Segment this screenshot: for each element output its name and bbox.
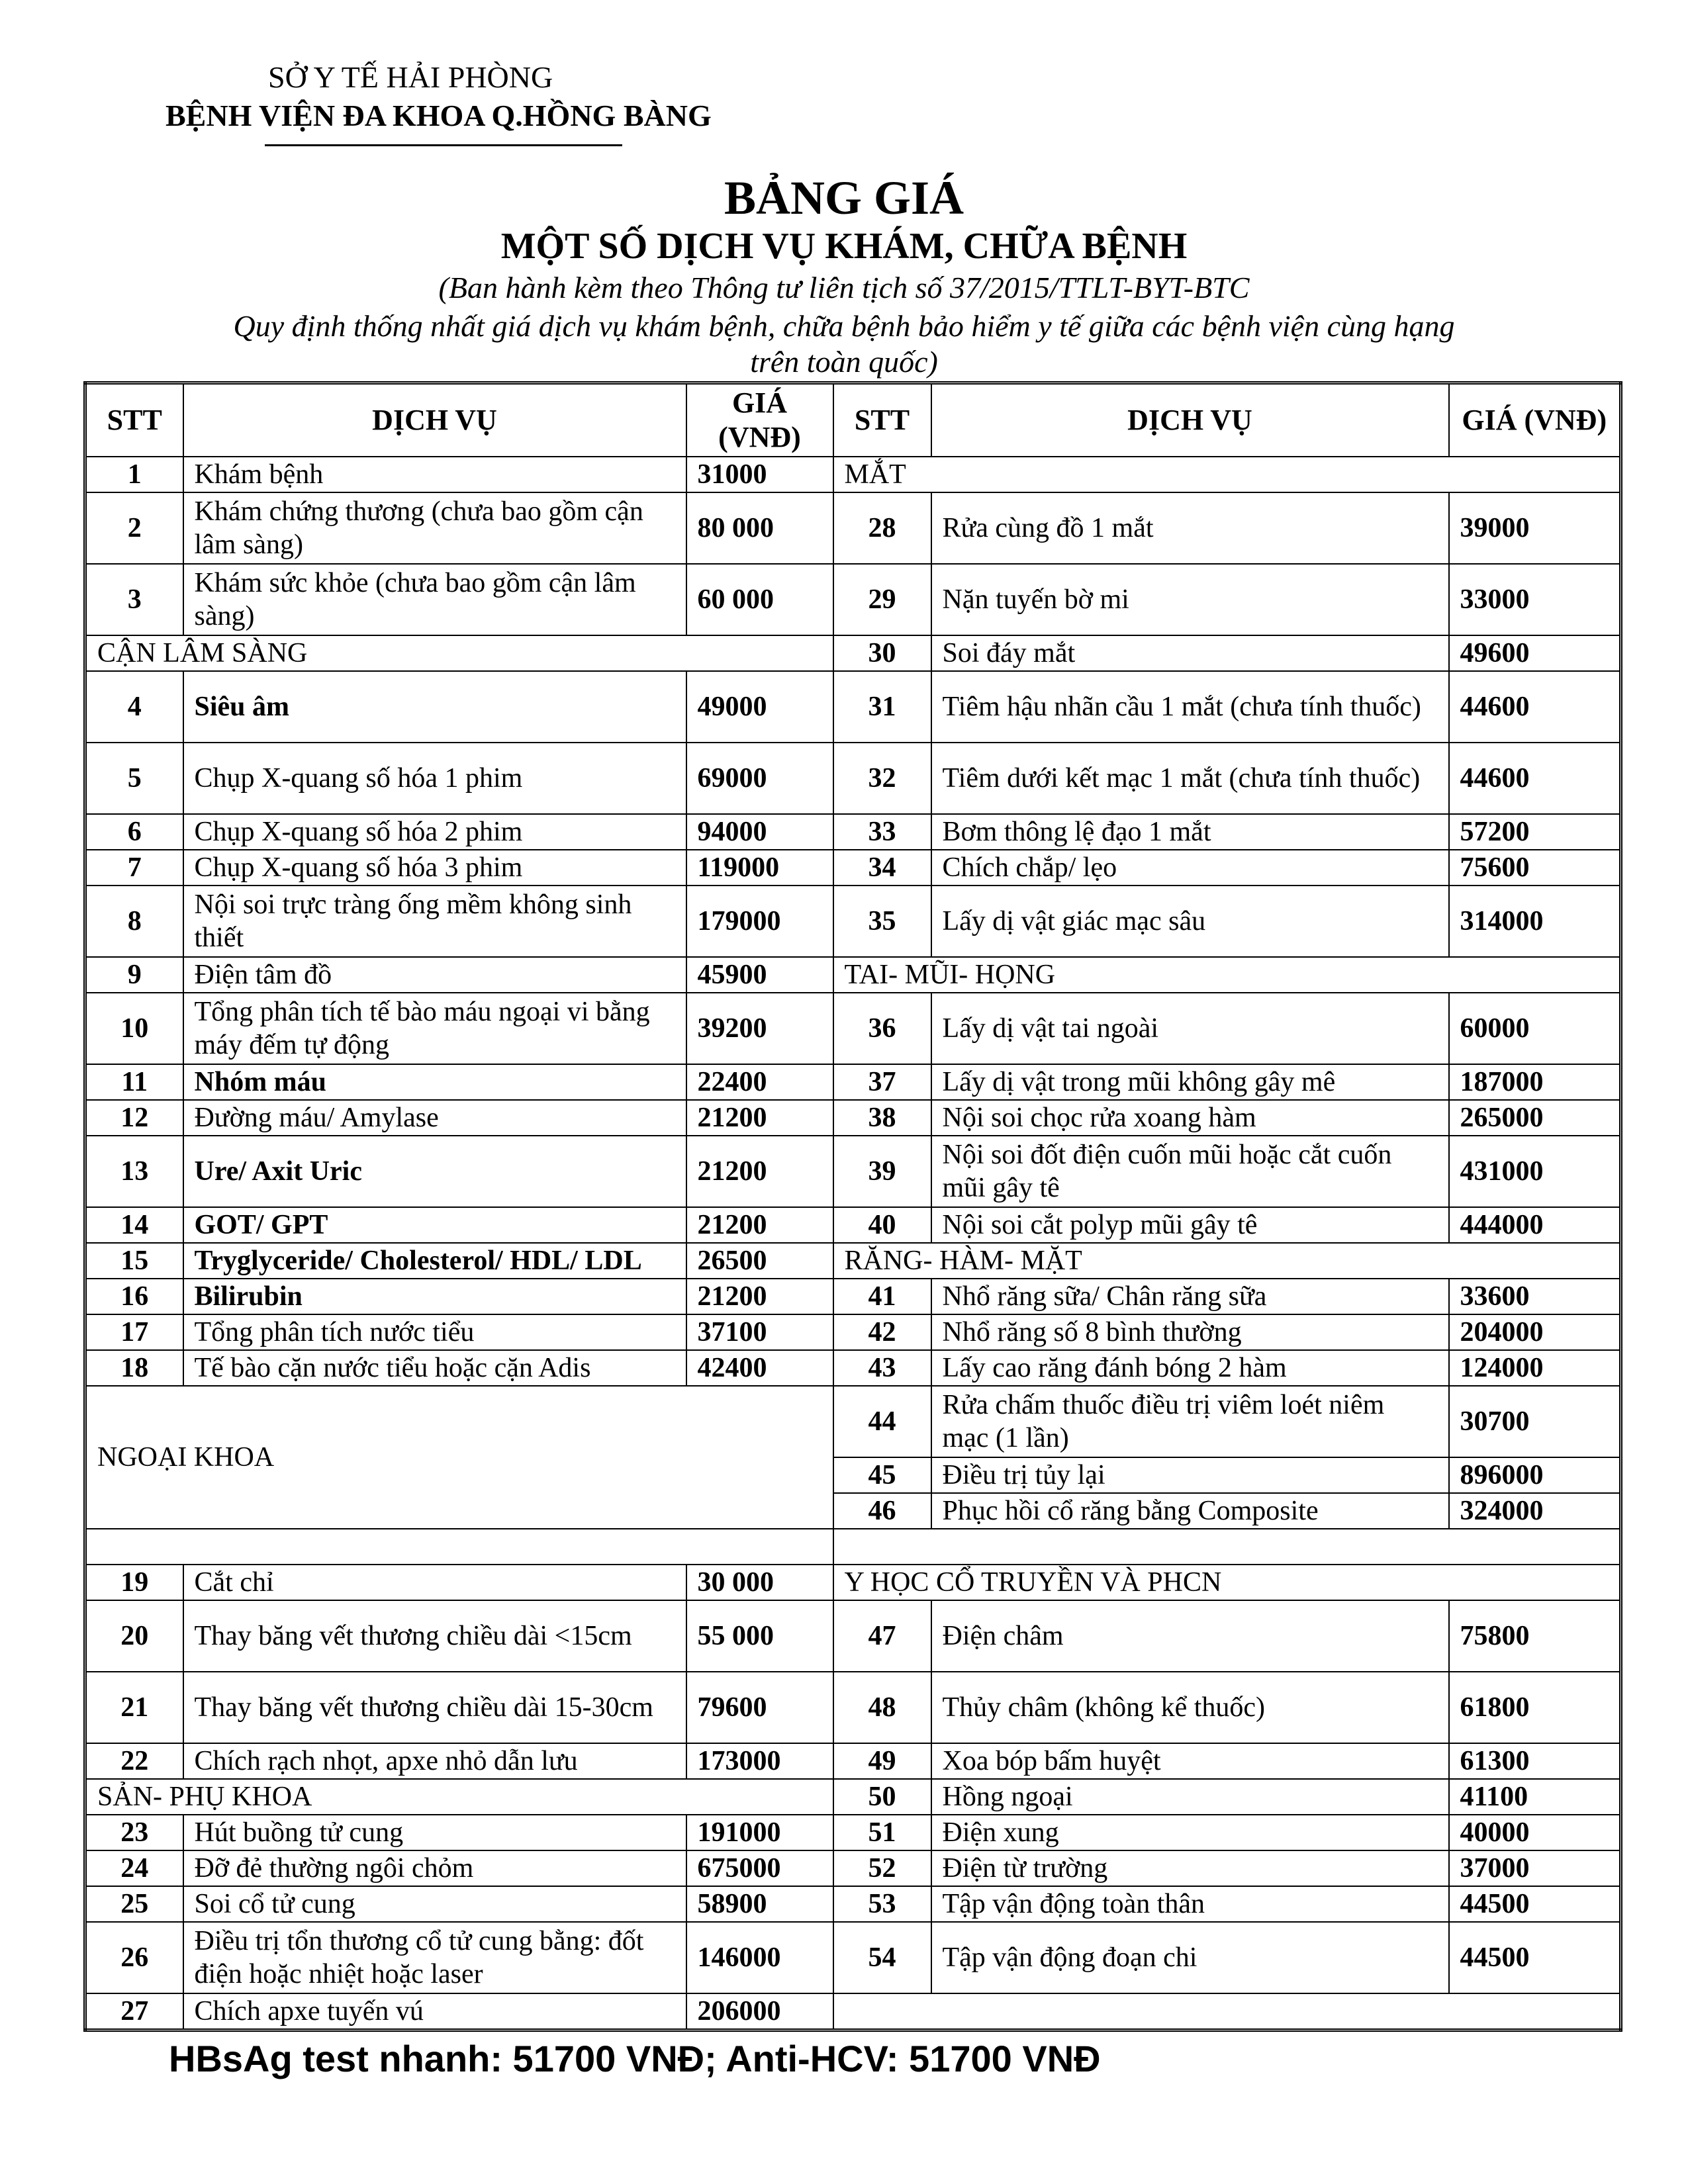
hospital-name: BỆNH VIỆN ĐA KHOA Q.HỒNG BÀNG bbox=[165, 99, 712, 132]
row-price: 69000 bbox=[686, 743, 833, 814]
row-service: Xoa bóp bấm huyệt bbox=[931, 1743, 1449, 1779]
table-row bbox=[85, 1886, 1621, 1922]
row-stt: 3 bbox=[85, 564, 183, 635]
row-stt: 10 bbox=[85, 993, 183, 1064]
row-service: Chích rạch nhọt, apxe nhỏ dẫn lưu bbox=[183, 1743, 686, 1779]
row-price: 45900 bbox=[686, 957, 833, 993]
row-stt: 15 bbox=[85, 1243, 183, 1279]
row-stt: 43 bbox=[833, 1350, 931, 1386]
table-row bbox=[85, 993, 1621, 1064]
row-stt: 37 bbox=[833, 1064, 931, 1100]
row-price: 179000 bbox=[686, 886, 833, 957]
row-service: Điện xung bbox=[931, 1815, 1449, 1850]
row-price: 206000 bbox=[686, 1993, 833, 2030]
row-price: 204000 bbox=[1449, 1314, 1621, 1350]
row-service: Tiêm hậu nhãn cầu 1 mắt (chưa tính thuốc) bbox=[931, 671, 1449, 743]
row-service: Thay băng vết thương chiều dài 15-30cm bbox=[183, 1672, 686, 1743]
row-service: GOT/ GPT bbox=[183, 1207, 686, 1243]
table-row bbox=[85, 1243, 1621, 1279]
footer-test-prices: HBsAg test nhanh: 51700 VNĐ; Anti-HCV: 51700 VNĐ bbox=[169, 2038, 1101, 2079]
row-price: 79600 bbox=[686, 1672, 833, 1743]
row-service: Tổng phân tích tế bào máu ngoại vi bằng máy đếm tự động bbox=[183, 993, 686, 1064]
row-price: 49600 bbox=[1449, 635, 1621, 671]
row-price: 80 000 bbox=[686, 492, 833, 564]
row-stt: 24 bbox=[85, 1850, 183, 1886]
row-service: Soi cổ tử cung bbox=[183, 1886, 686, 1922]
row-stt: 19 bbox=[85, 1565, 183, 1600]
header-price: GIÁ (VNĐ) bbox=[1449, 383, 1621, 457]
row-stt: 38 bbox=[833, 1100, 931, 1136]
row-service: Nhổ răng sữa/ Chân răng sữa bbox=[931, 1279, 1449, 1314]
regulation-note-line1: (Ban hành kèm theo Thông tư liên tịch số 37/2015/TTLT-BYT-BTC bbox=[438, 271, 1250, 304]
header-price: GIÁ (VNĐ) bbox=[686, 383, 833, 457]
header-stt: STT bbox=[85, 383, 183, 457]
row-service: Tryglyceride/ Cholesterol/ HDL/ LDL bbox=[183, 1243, 686, 1279]
row-service: Chích apxe tuyến vú bbox=[183, 1993, 686, 2030]
table-row bbox=[85, 1672, 1621, 1743]
row-stt: 48 bbox=[833, 1672, 931, 1743]
row-service: Rửa chấm thuốc điều trị viêm loét niêm mạc (1 lần) bbox=[931, 1386, 1449, 1457]
section-header-mat: MẮT bbox=[833, 457, 1621, 492]
row-stt: 31 bbox=[833, 671, 931, 743]
row-service: Điều trị tủy lại bbox=[931, 1457, 1449, 1493]
table-row bbox=[85, 1529, 1621, 1565]
row-price: 444000 bbox=[1449, 1207, 1621, 1243]
table-row bbox=[85, 1993, 1621, 2030]
price-table bbox=[83, 381, 1622, 2032]
table-row bbox=[85, 1136, 1621, 1207]
organization-block bbox=[152, 58, 761, 135]
regulation-note-line3: trên toàn quốc) bbox=[750, 345, 938, 379]
row-price: 75800 bbox=[1449, 1600, 1621, 1672]
row-stt: 26 bbox=[85, 1922, 183, 1993]
row-stt: 36 bbox=[833, 993, 931, 1064]
row-service: Ure/ Axit Uric bbox=[183, 1136, 686, 1207]
row-service: Soi đáy mắt bbox=[931, 635, 1449, 671]
row-price: 40000 bbox=[1449, 1815, 1621, 1850]
row-stt: 46 bbox=[833, 1493, 931, 1529]
table-row bbox=[85, 1279, 1621, 1314]
row-stt: 42 bbox=[833, 1314, 931, 1350]
table-row bbox=[85, 957, 1621, 993]
row-stt: 40 bbox=[833, 1207, 931, 1243]
row-service: Khám chứng thương (chưa bao gồm cận lâm sàng) bbox=[183, 492, 686, 564]
row-service: Tế bào cặn nước tiểu hoặc cặn Adis bbox=[183, 1350, 686, 1386]
table-row bbox=[85, 1100, 1621, 1136]
row-price: 22400 bbox=[686, 1064, 833, 1100]
row-service: Cắt chỉ bbox=[183, 1565, 686, 1600]
row-price: 33000 bbox=[1449, 564, 1621, 635]
table-row bbox=[85, 743, 1621, 814]
row-service: Điện từ trường bbox=[931, 1850, 1449, 1886]
row-service: Nặn tuyến bờ mi bbox=[931, 564, 1449, 635]
row-price: 30 000 bbox=[686, 1565, 833, 1600]
table-row bbox=[85, 564, 1621, 635]
row-service: Khám bệnh bbox=[183, 457, 686, 492]
row-stt: 47 bbox=[833, 1600, 931, 1672]
row-price: 58900 bbox=[686, 1886, 833, 1922]
row-service: Tập vận động đoạn chi bbox=[931, 1922, 1449, 1993]
row-price: 30700 bbox=[1449, 1386, 1621, 1457]
row-stt: 54 bbox=[833, 1922, 931, 1993]
row-stt: 14 bbox=[85, 1207, 183, 1243]
row-price: 675000 bbox=[686, 1850, 833, 1886]
row-price: 146000 bbox=[686, 1922, 833, 1993]
row-service: Hồng ngoại bbox=[931, 1779, 1449, 1815]
row-service: Lấy dị vật tai ngoài bbox=[931, 993, 1449, 1064]
table-row bbox=[85, 1350, 1621, 1386]
row-price: 41100 bbox=[1449, 1779, 1621, 1815]
row-service: Khám sức khỏe (chưa bao gồm cận lâm sàng) bbox=[183, 564, 686, 635]
row-stt: 32 bbox=[833, 743, 931, 814]
table-row bbox=[85, 635, 1621, 671]
row-stt: 18 bbox=[85, 1350, 183, 1386]
row-stt: 29 bbox=[833, 564, 931, 635]
row-price: 265000 bbox=[1449, 1100, 1621, 1136]
row-stt: 49 bbox=[833, 1743, 931, 1779]
row-service: Chụp X-quang số hóa 1 phim bbox=[183, 743, 686, 814]
section-header-cls: CẬN LÂM SÀNG bbox=[85, 635, 833, 671]
row-service: Thủy châm (không kể thuốc) bbox=[931, 1672, 1449, 1743]
table-row bbox=[85, 1565, 1621, 1600]
empty-cell bbox=[85, 1529, 833, 1565]
header-service: DỊCH VỤ bbox=[183, 383, 686, 457]
row-price: 44600 bbox=[1449, 743, 1621, 814]
row-stt: 41 bbox=[833, 1279, 931, 1314]
row-service: Bilirubin bbox=[183, 1279, 686, 1314]
row-price: 896000 bbox=[1449, 1457, 1621, 1493]
table-row bbox=[85, 1743, 1621, 1779]
row-stt: 21 bbox=[85, 1672, 183, 1743]
page-subtitle: MỘT SỐ DỊCH VỤ KHÁM, CHỮA BỆNH bbox=[500, 226, 1188, 267]
row-price: 94000 bbox=[686, 814, 833, 850]
table-header-row bbox=[85, 383, 1621, 457]
header-service: DỊCH VỤ bbox=[931, 383, 1449, 457]
row-stt: 17 bbox=[85, 1314, 183, 1350]
row-price: 60 000 bbox=[686, 564, 833, 635]
row-stt: 8 bbox=[85, 886, 183, 957]
row-price: 314000 bbox=[1449, 886, 1621, 957]
row-stt: 12 bbox=[85, 1100, 183, 1136]
row-price: 21200 bbox=[686, 1100, 833, 1136]
table-row bbox=[85, 1314, 1621, 1350]
row-price: 431000 bbox=[1449, 1136, 1621, 1207]
row-service: Nhổ răng số 8 bình thường bbox=[931, 1314, 1449, 1350]
row-price: 61300 bbox=[1449, 1743, 1621, 1779]
row-stt: 6 bbox=[85, 814, 183, 850]
row-price: 39000 bbox=[1449, 492, 1621, 564]
row-stt: 51 bbox=[833, 1815, 931, 1850]
row-price: 31000 bbox=[686, 457, 833, 492]
row-stt: 27 bbox=[85, 1993, 183, 2030]
row-stt: 11 bbox=[85, 1064, 183, 1100]
table-row bbox=[85, 814, 1621, 850]
section-header-ngoai: NGOẠI KHOA bbox=[85, 1386, 833, 1529]
empty-cell bbox=[833, 1529, 1621, 1565]
table-row bbox=[85, 1815, 1621, 1850]
table-row bbox=[85, 1779, 1621, 1815]
section-header-rhm: RĂNG- HÀM- MẶT bbox=[833, 1243, 1621, 1279]
empty-cell bbox=[833, 1993, 1621, 2030]
row-stt: 52 bbox=[833, 1850, 931, 1886]
page-title: BẢNG GIÁ bbox=[724, 171, 964, 224]
table-row bbox=[85, 1850, 1621, 1886]
row-price: 191000 bbox=[686, 1815, 833, 1850]
row-stt: 1 bbox=[85, 457, 183, 492]
row-price: 21200 bbox=[686, 1207, 833, 1243]
table-row bbox=[85, 457, 1621, 492]
row-service: Nội soi cắt polyp mũi gây tê bbox=[931, 1207, 1449, 1243]
row-service: Nội soi trực tràng ống mềm không sinh thiết bbox=[183, 886, 686, 957]
row-service: Nội soi đốt điện cuốn mũi hoặc cắt cuốn mũi gây tê bbox=[931, 1136, 1449, 1207]
row-stt: 33 bbox=[833, 814, 931, 850]
row-service: Lấy dị vật giác mạc sâu bbox=[931, 886, 1449, 957]
row-stt: 9 bbox=[85, 957, 183, 993]
row-service: Phục hồi cổ răng bằng Composite bbox=[931, 1493, 1449, 1529]
row-price: 21200 bbox=[686, 1279, 833, 1314]
row-stt: 2 bbox=[85, 492, 183, 564]
row-stt: 4 bbox=[85, 671, 183, 743]
row-stt: 30 bbox=[833, 635, 931, 671]
row-stt: 25 bbox=[85, 1886, 183, 1922]
section-header-san: SẢN- PHỤ KHOA bbox=[85, 1779, 833, 1815]
row-price: 42400 bbox=[686, 1350, 833, 1386]
row-stt: 45 bbox=[833, 1457, 931, 1493]
table-row bbox=[85, 886, 1621, 957]
row-stt: 50 bbox=[833, 1779, 931, 1815]
regulation-note-line2: Quy định thống nhất giá dịch vụ khám bệnh, chữa bệnh bảo hiểm y tế giữa các bệnh viện cùng hạng bbox=[233, 309, 1455, 343]
table-row bbox=[85, 850, 1621, 886]
table-row bbox=[85, 1600, 1621, 1672]
row-stt: 22 bbox=[85, 1743, 183, 1779]
row-price: 119000 bbox=[686, 850, 833, 886]
row-price: 44600 bbox=[1449, 671, 1621, 743]
row-price: 44500 bbox=[1449, 1886, 1621, 1922]
row-service: Chụp X-quang số hóa 2 phim bbox=[183, 814, 686, 850]
header-underline bbox=[265, 144, 622, 146]
row-price: 49000 bbox=[686, 671, 833, 743]
row-service: Nhóm máu bbox=[183, 1064, 686, 1100]
table-row bbox=[85, 1922, 1621, 1993]
row-service: Rửa cùng đồ 1 mắt bbox=[931, 492, 1449, 564]
row-price: 173000 bbox=[686, 1743, 833, 1779]
row-stt: 5 bbox=[85, 743, 183, 814]
row-service: Tổng phân tích nước tiểu bbox=[183, 1314, 686, 1350]
row-price: 37000 bbox=[1449, 1850, 1621, 1886]
row-service: Nội soi chọc rửa xoang hàm bbox=[931, 1100, 1449, 1136]
section-header-tmh: TAI- MŨI- HỌNG bbox=[833, 957, 1621, 993]
row-price: 60000 bbox=[1449, 993, 1621, 1064]
row-stt: 23 bbox=[85, 1815, 183, 1850]
row-service: Thay băng vết thương chiều dài <15cm bbox=[183, 1600, 686, 1672]
section-header-yhct: Y HỌC CỔ TRUYỀN VÀ PHCN bbox=[833, 1565, 1621, 1600]
row-price: 187000 bbox=[1449, 1064, 1621, 1100]
row-stt: 20 bbox=[85, 1600, 183, 1672]
row-price: 124000 bbox=[1449, 1350, 1621, 1386]
row-service: Tiêm dưới kết mạc 1 mắt (chưa tính thuốc) bbox=[931, 743, 1449, 814]
row-price: 21200 bbox=[686, 1136, 833, 1207]
row-stt: 28 bbox=[833, 492, 931, 564]
row-price: 55 000 bbox=[686, 1600, 833, 1672]
row-stt: 44 bbox=[833, 1386, 931, 1457]
row-price: 75600 bbox=[1449, 850, 1621, 886]
row-price: 324000 bbox=[1449, 1493, 1621, 1529]
table-row bbox=[85, 671, 1621, 743]
row-service: Điện tâm đồ bbox=[183, 957, 686, 993]
department-name: SỞ Y TẾ HẢI PHÒNG bbox=[268, 60, 553, 94]
table-row bbox=[85, 1386, 1621, 1457]
row-stt: 34 bbox=[833, 850, 931, 886]
row-price: 33600 bbox=[1449, 1279, 1621, 1314]
row-price: 37100 bbox=[686, 1314, 833, 1350]
row-price: 57200 bbox=[1449, 814, 1621, 850]
row-service: Chụp X-quang số hóa 3 phim bbox=[183, 850, 686, 886]
row-price: 39200 bbox=[686, 993, 833, 1064]
row-service: Đỡ đẻ thường ngôi chỏm bbox=[183, 1850, 686, 1886]
row-stt: 7 bbox=[85, 850, 183, 886]
row-stt: 13 bbox=[85, 1136, 183, 1207]
row-stt: 16 bbox=[85, 1279, 183, 1314]
table-row bbox=[85, 1064, 1621, 1100]
header-stt: STT bbox=[833, 383, 931, 457]
row-service: Lấy cao răng đánh bóng 2 hàm bbox=[931, 1350, 1449, 1386]
row-service: Hút buồng tử cung bbox=[183, 1815, 686, 1850]
row-price: 61800 bbox=[1449, 1672, 1621, 1743]
row-service: Đường máu/ Amylase bbox=[183, 1100, 686, 1136]
row-stt: 35 bbox=[833, 886, 931, 957]
row-service: Điều trị tổn thương cổ tử cung bằng: đốt điện hoặc nhiệt hoặc laser bbox=[183, 1922, 686, 1993]
row-service: Tập vận động toàn thân bbox=[931, 1886, 1449, 1922]
row-service: Lấy dị vật trong mũi không gây mê bbox=[931, 1064, 1449, 1100]
row-stt: 39 bbox=[833, 1136, 931, 1207]
row-price: 44500 bbox=[1449, 1922, 1621, 1993]
row-service: Điện châm bbox=[931, 1600, 1449, 1672]
row-service: Bơm thông lệ đạo 1 mắt bbox=[931, 814, 1449, 850]
table-row bbox=[85, 1207, 1621, 1243]
row-stt: 53 bbox=[833, 1886, 931, 1922]
row-service: Chích chắp/ lẹo bbox=[931, 850, 1449, 886]
table-row bbox=[85, 492, 1621, 564]
row-price: 26500 bbox=[686, 1243, 833, 1279]
row-service: Siêu âm bbox=[183, 671, 686, 743]
